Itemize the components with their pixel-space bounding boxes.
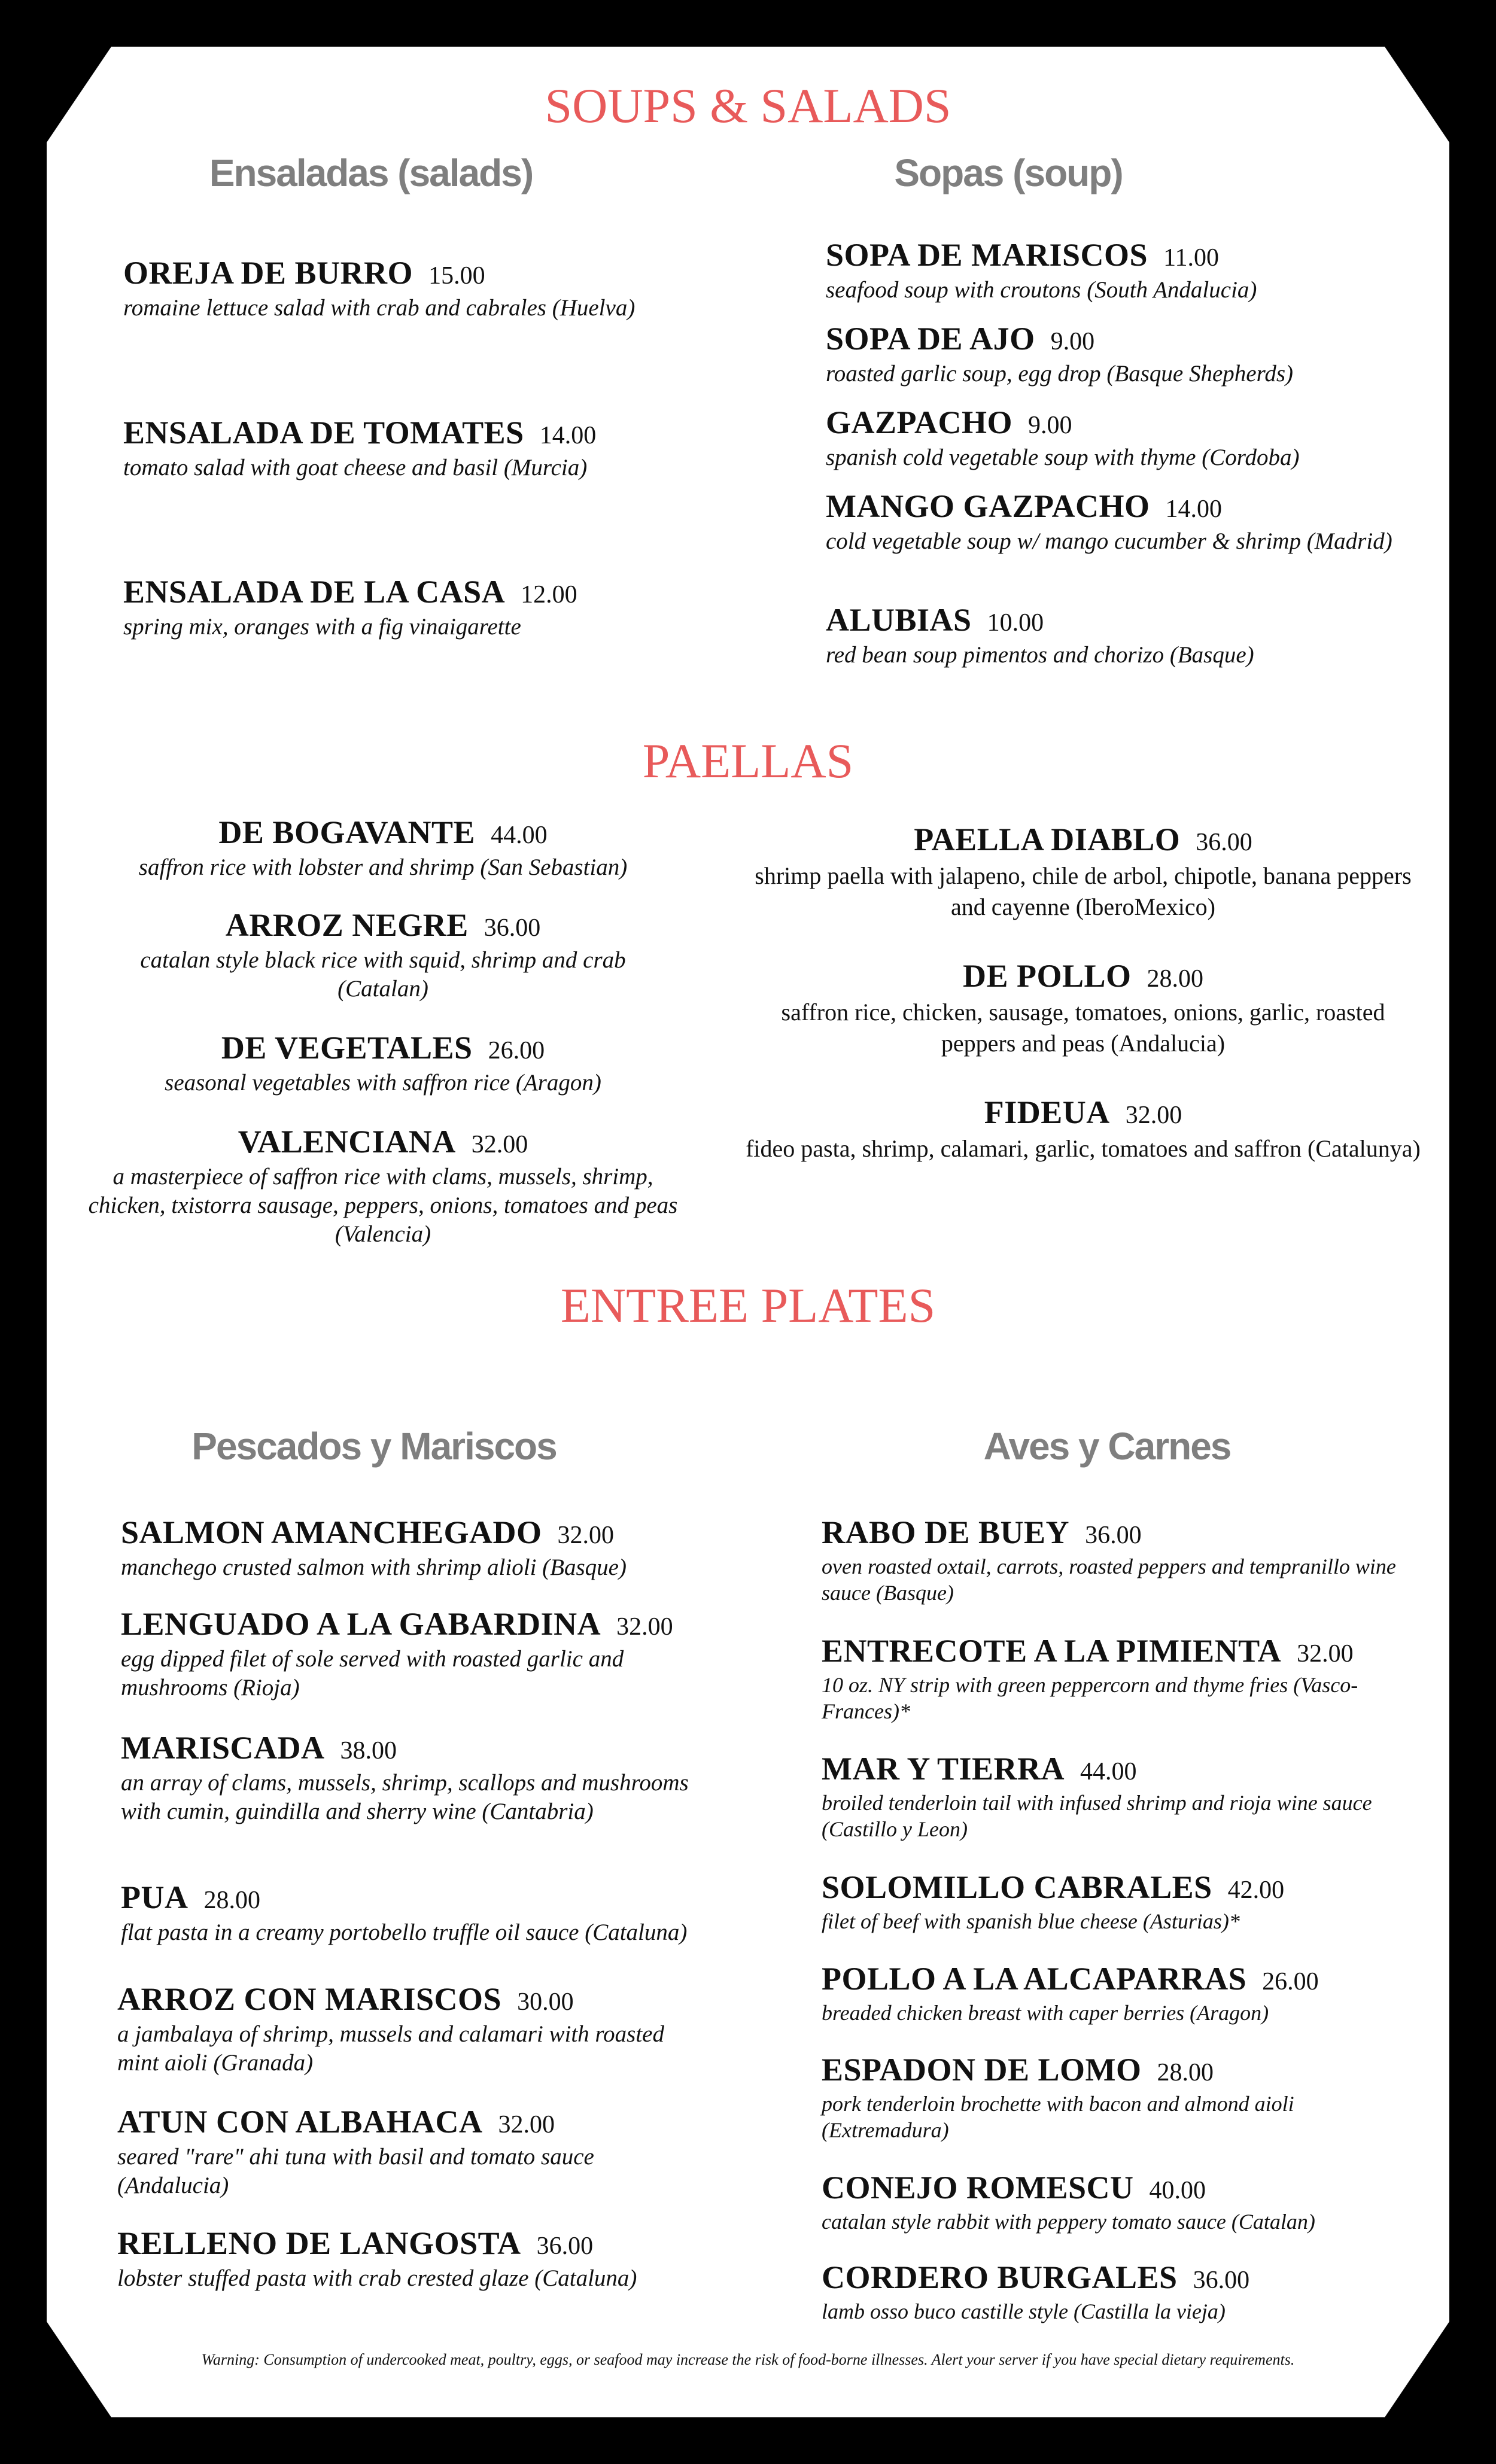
menu-item: [754, 957, 1412, 1059]
menu-item: [123, 573, 782, 641]
menu-item: [822, 2051, 1420, 2143]
menu-item: [822, 1960, 1420, 2026]
seafood-heading: Pescados y Mariscos: [191, 1425, 557, 1468]
item-name: FIDEUA: [984, 1094, 1110, 1130]
item-description: filet of beef with spanish blue cheese (Asturias)*: [822, 1909, 1240, 1933]
item-price: 42.00: [1227, 1876, 1285, 1904]
item-name: PAELLA DIABLO: [914, 822, 1181, 857]
item-description: cold vegetable soup w/ mango cucumber & shrimp (Madrid): [826, 528, 1392, 554]
allergy-warning: Warning: Consumption of undercooked meat, poultry, eggs, or seafood may increase the risk of food-borne illnesses. Alert your server if you have special dietary requirements.: [201, 2351, 1295, 2368]
menu-item: [123, 414, 782, 482]
item-description: spring mix, oranges with a fig vinaigarette: [123, 614, 521, 640]
item-description: romaine lettuce salad with crab and cabrales (Huelva): [123, 295, 636, 321]
item-name: RELLENO DE LANGOSTA: [117, 2225, 521, 2261]
item-price: 32.00: [498, 2111, 555, 2138]
item-price: 36.00: [1085, 1522, 1142, 1549]
item-price: 32.00: [1125, 1102, 1182, 1129]
item-price: 38.00: [340, 1737, 397, 1765]
item-description: lamb osso buco castille style (Castilla la vieja): [822, 2299, 1226, 2323]
item-description: seafood soup with croutons (South Andalucia): [826, 277, 1257, 303]
item-price: 44.00: [491, 822, 548, 849]
item-name: ARROZ CON MARISCOS: [117, 1981, 502, 2017]
item-price: 36.00: [484, 914, 541, 942]
item-description: manchego crusted salmon with shrimp alioli (Basque): [121, 1555, 627, 1580]
menu-item: [72, 1123, 694, 1249]
item-price: 14.00: [1165, 495, 1222, 523]
item-name: ATUN CON ALBAHACA: [117, 2104, 483, 2140]
item-price: 32.00: [471, 1131, 528, 1158]
menu-item: [117, 1981, 692, 2077]
item-price: 36.00: [1193, 2267, 1250, 2294]
menu-item: [822, 1632, 1426, 1724]
menu-item: [78, 1029, 688, 1097]
item-name: MARISCADA: [121, 1730, 325, 1766]
menu-item: [822, 1750, 1420, 1842]
menu-item: [736, 821, 1430, 923]
item-description: a masterpiece of saffron rice with clams, mussels, shrimp, chicken, txistorra sausage, peppers, onions, tomatoes and peas (Valencia): [88, 1164, 678, 1247]
item-description: saffron rice, chicken, sausage, tomatoes, onions, garlic, roasted peppers and peas (Andalucia): [781, 999, 1385, 1057]
item-description: roasted garlic soup, egg drop (Basque Shepherds): [826, 361, 1293, 387]
item-name: MANGO GAZPACHO: [826, 488, 1150, 524]
soups-heading: Sopas (soup): [894, 151, 1123, 194]
menu-item: [826, 236, 1424, 305]
item-name: MAR Y TIERRA: [822, 1751, 1065, 1787]
item-description: seasonal vegetables with saffron rice (Aragon): [165, 1070, 601, 1096]
menu-item: [121, 1729, 695, 1826]
salads-heading: Ensaladas (salads): [209, 151, 533, 194]
item-name: DE VEGETALES: [221, 1030, 473, 1066]
item-price: 9.00: [1028, 412, 1072, 439]
item-price: 32.00: [616, 1613, 673, 1641]
menu-item: [121, 1605, 707, 1702]
item-description: oven roasted oxtail, carrots, roasted peppers and tempranillo wine sauce (Basque): [822, 1555, 1396, 1605]
menu-item: [96, 906, 670, 1003]
menu-item: [826, 601, 1424, 670]
menu-item: [822, 1869, 1420, 1934]
item-name: PUA: [121, 1879, 188, 1915]
section-title-paellas: PAELLAS: [642, 734, 854, 788]
item-name: CONEJO ROMESCU: [822, 2170, 1134, 2206]
menu-item: [121, 1879, 695, 1947]
item-name: VALENCIANA: [238, 1124, 456, 1160]
menu-item: [826, 404, 1424, 472]
item-description: shrimp paella with jalapeno, chile de arbol, chipotle, banana peppers and cayenne (IberoMexico): [755, 862, 1412, 920]
item-name: CORDERO BURGALES: [822, 2259, 1178, 2295]
menu-item: [822, 2169, 1420, 2235]
item-price: 28.00: [1147, 965, 1204, 993]
item-price: 28.00: [203, 1887, 260, 1914]
item-price: 28.00: [1157, 2059, 1214, 2086]
item-name: DE POLLO: [962, 958, 1132, 994]
menu-item: [117, 2103, 692, 2200]
item-price: 10.00: [987, 609, 1044, 637]
item-description: catalan style rabbit with peppery tomato sauce (Catalan): [822, 2210, 1315, 2234]
item-price: 44.00: [1080, 1758, 1137, 1785]
item-price: 26.00: [1262, 1968, 1319, 1995]
item-description: pork tenderloin brochette with bacon and almond aioli (Extremadura): [822, 2092, 1294, 2142]
menu-item: [121, 1514, 719, 1582]
item-name: LENGUADO A LA GABARDINA: [121, 1606, 601, 1642]
menu-item: [123, 254, 782, 323]
menu-item: [826, 320, 1424, 388]
item-description: tomato salad with goat cheese and basil (Murcia): [123, 455, 588, 480]
menu-item: [117, 2225, 716, 2293]
item-description: an array of clams, mussels, shrimp, scallops and mushrooms with cumin, guindilla and sherry wine (Cantabria): [121, 1770, 689, 1824]
item-description: flat pasta in a creamy portobello truffle oil sauce (Cataluna): [121, 1920, 688, 1945]
item-name: OREJA DE BURRO: [123, 255, 413, 291]
item-description: egg dipped filet of sole served with roasted garlic and mushrooms (Rioja): [121, 1646, 624, 1701]
item-name: ALUBIAS: [826, 602, 972, 638]
item-price: 26.00: [488, 1037, 545, 1064]
item-price: 11.00: [1163, 244, 1220, 272]
menu-item: [78, 814, 688, 882]
item-name: GAZPACHO: [826, 404, 1012, 440]
item-name: SALMON AMANCHEGADO: [121, 1514, 542, 1550]
item-description: broiled tenderloin tail with infused shrimp and rioja wine sauce (Castillo y Leon): [822, 1791, 1372, 1841]
item-description: catalan style black rice with squid, shrimp and crab (Catalan): [140, 947, 626, 1002]
item-description: seared "rare" ahi tuna with basil and tomato sauce (Andalucia): [117, 2144, 594, 2198]
menu-item: [742, 1094, 1424, 1164]
item-name: ENSALADA DE TOMATES: [123, 415, 524, 451]
meats-heading: Aves y Carnes: [983, 1425, 1231, 1468]
item-name: ENTRECOTE A LA PIMIENTA: [822, 1633, 1282, 1669]
item-description: 10 oz. NY strip with green peppercorn and thyme fries (Vasco-Frances)*: [822, 1673, 1358, 1723]
item-description: red bean soup pimentos and chorizo (Basque): [826, 642, 1254, 668]
item-name: SOPA DE AJO: [826, 321, 1035, 357]
item-name: ARROZ NEGRE: [225, 907, 469, 943]
section-title-entree-plates: ENTREE PLATES: [560, 1278, 936, 1333]
item-name: RABO DE BUEY: [822, 1514, 1070, 1550]
menu-item: [822, 2259, 1420, 2325]
item-price: 40.00: [1149, 2177, 1206, 2204]
item-description: saffron rice with lobster and shrimp (San Sebastian): [138, 854, 628, 880]
item-description: a jambalaya of shrimp, mussels and calamari with roasted mint aioli (Granada): [117, 2021, 664, 2076]
item-price: 32.00: [1297, 1640, 1354, 1668]
item-name: SOLOMILLO CABRALES: [822, 1869, 1212, 1905]
section-title-soups-salads: SOUPS & SALADS: [545, 78, 951, 133]
item-description: fideo pasta, shrimp, calamari, garlic, tomatoes and saffron (Catalunya): [746, 1135, 1421, 1162]
item-price: 36.00: [1196, 829, 1252, 856]
item-name: ENSALADA DE LA CASA: [123, 574, 506, 610]
item-description: spanish cold vegetable soup with thyme (Cordoba): [826, 445, 1300, 470]
item-price: 36.00: [536, 2232, 594, 2260]
menu-item: [826, 488, 1412, 556]
item-name: ESPADON DE LOMO: [822, 2052, 1142, 2088]
item-price: 32.00: [557, 1522, 615, 1549]
item-description: lobster stuffed pasta with crab crested glaze (Cataluna): [117, 2265, 637, 2291]
item-description: breaded chicken breast with caper berries (Aragon): [822, 2001, 1269, 2025]
item-price: 15.00: [428, 262, 485, 290]
item-name: POLLO A LA ALCAPARRAS: [822, 1961, 1247, 1997]
item-price: 12.00: [521, 581, 577, 609]
item-name: DE BOGAVANTE: [218, 814, 476, 850]
item-price: 30.00: [517, 1988, 574, 2016]
item-name: SOPA DE MARISCOS: [826, 237, 1148, 273]
menu-item: [822, 1514, 1420, 1606]
item-price: 14.00: [539, 422, 597, 449]
item-price: 9.00: [1050, 328, 1095, 355]
